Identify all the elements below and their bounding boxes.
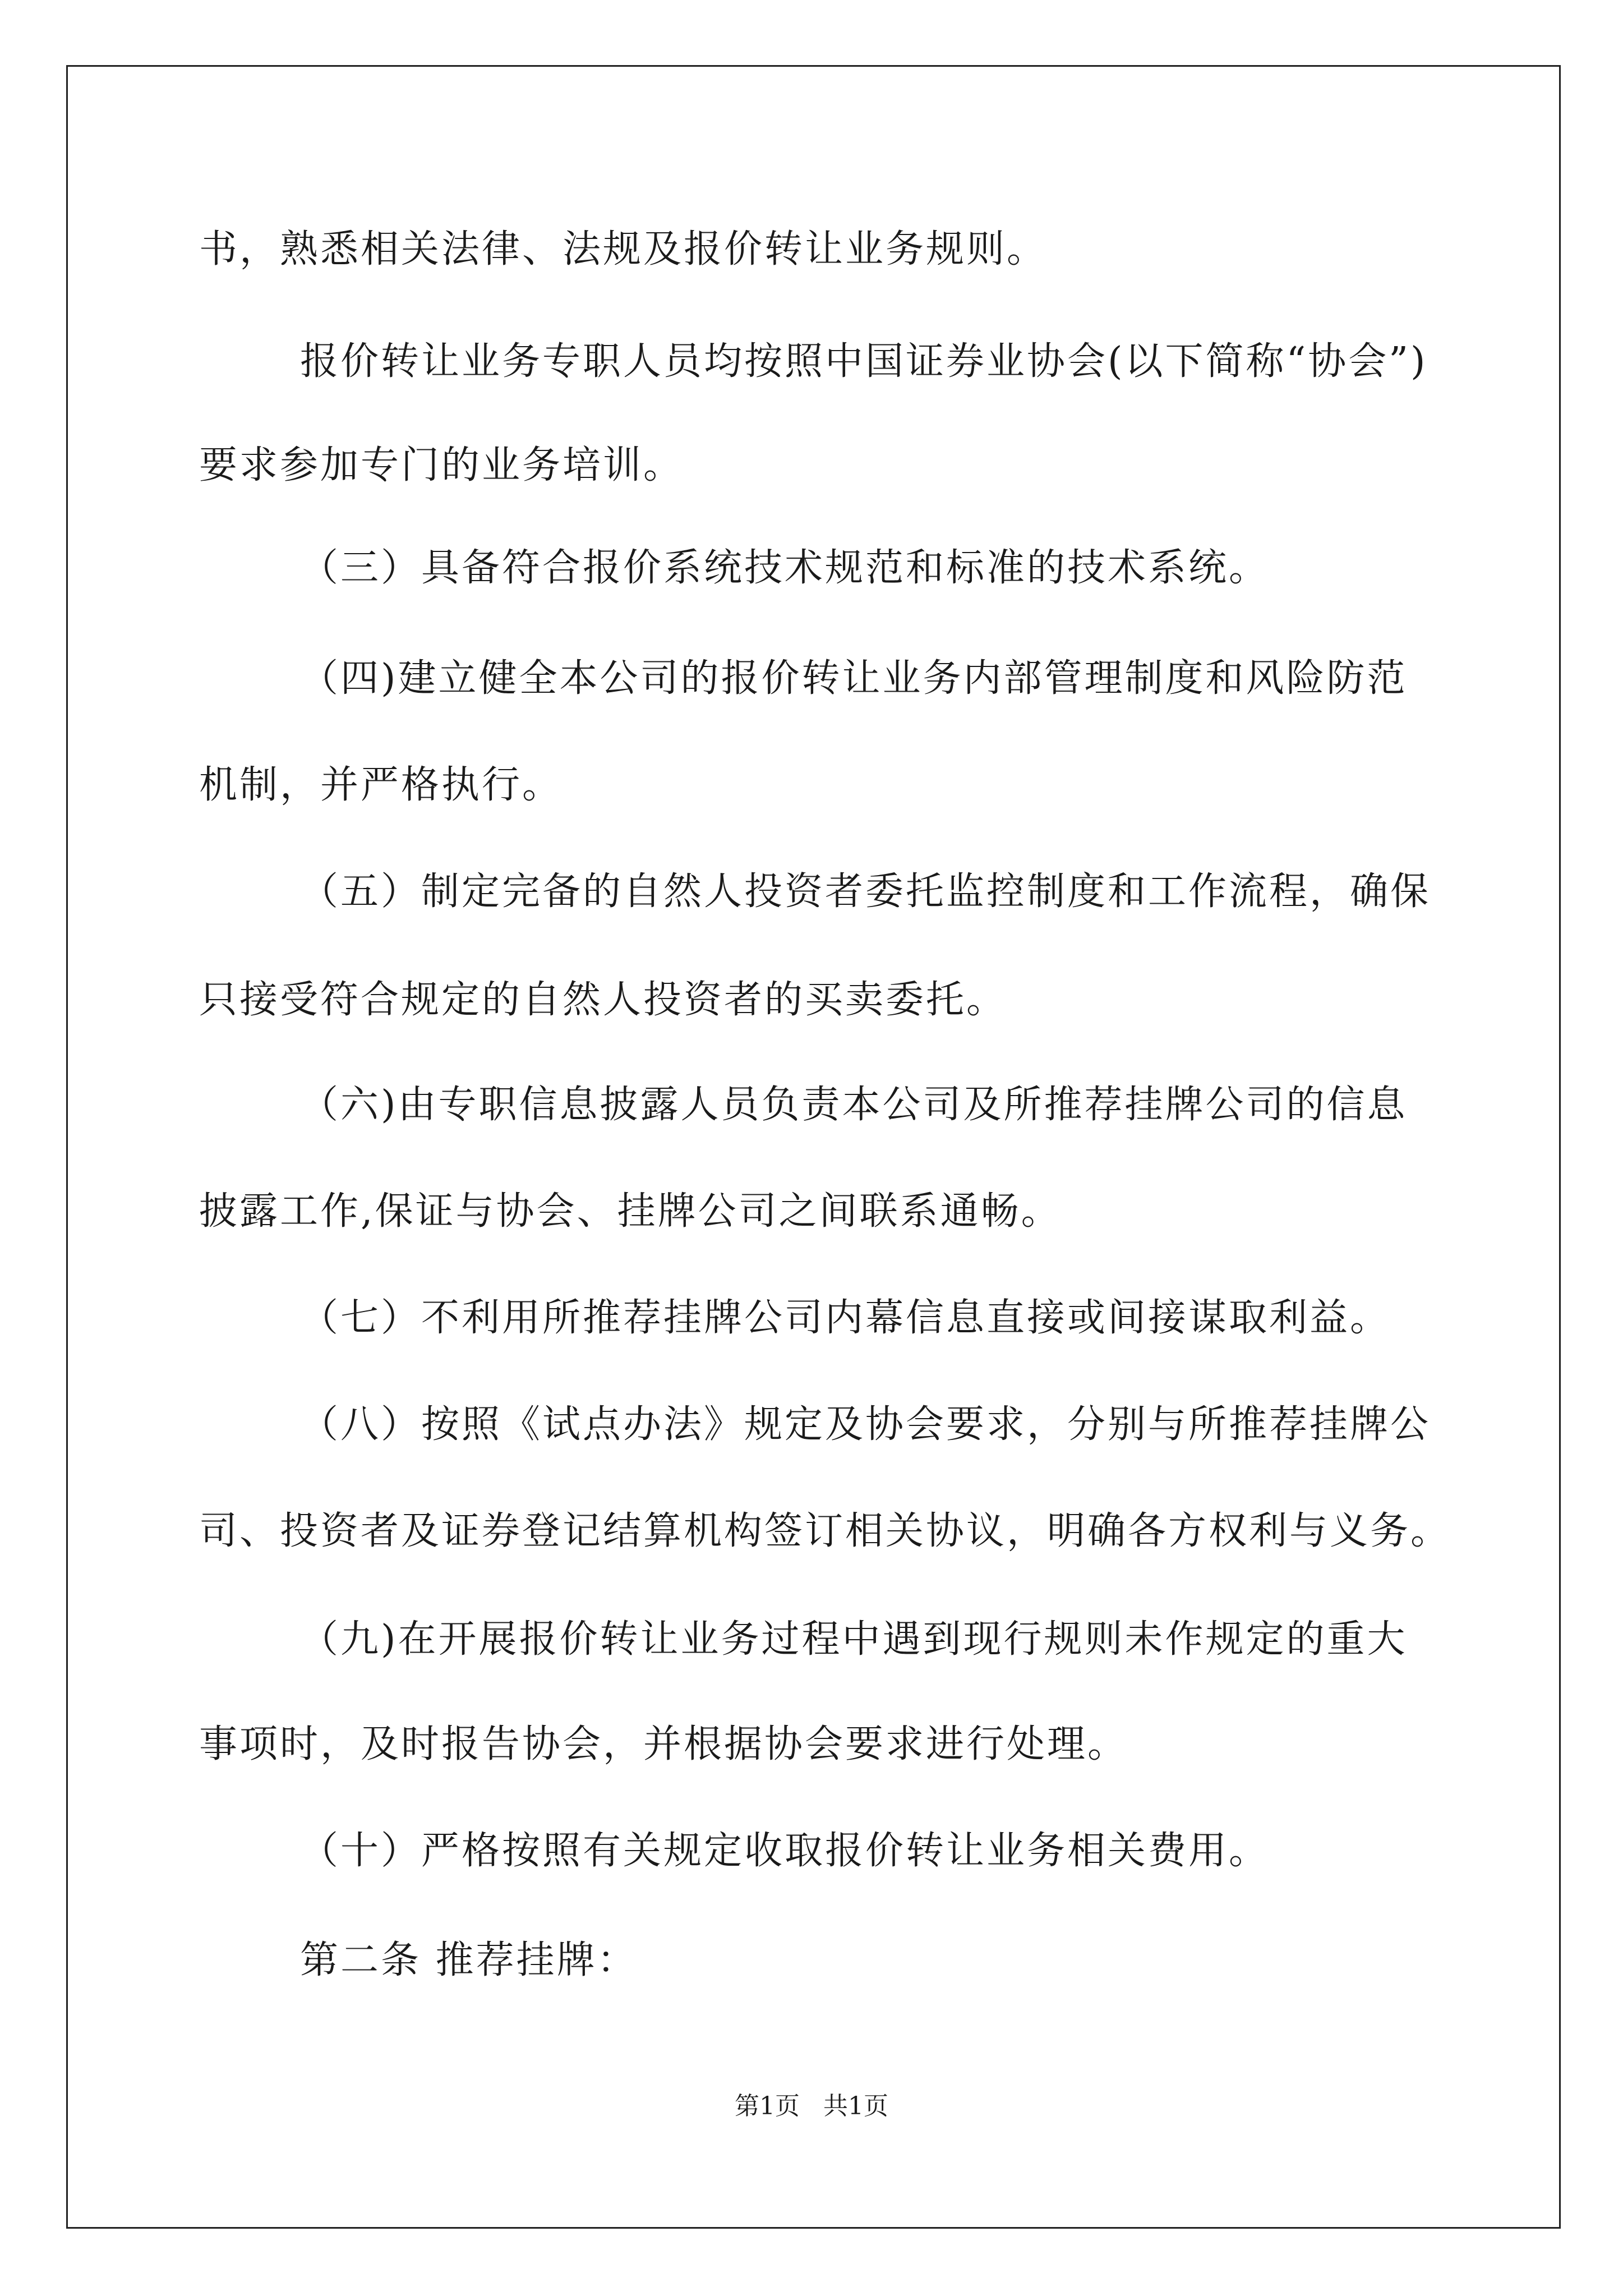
text-line: 事项时，及时报告协会，并根据协会要求进行处理。 (199, 1722, 1128, 1766)
text-line: 披露工作,保证与协会、挂牌公司之间联系通畅。 (199, 1189, 1062, 1234)
text-line: （五）制定完备的自然人投资者委托监控制度和工作流程，确保 (300, 869, 1431, 914)
text-line: 机制，并严格执行。 (199, 763, 563, 807)
text-line: 报价转让业务专职人员均按照中国证券业协会(以下简称“协会”) (300, 339, 1428, 384)
text-line: （八）按照《试点办法》规定及协会要求，分别与所推荐挂牌公 (300, 1402, 1431, 1447)
section-heading: 第二条 推荐挂牌： (300, 1938, 638, 1982)
text-line: 司、投资者及证券登记结算机构签订相关协议，明确各方权利与义务。 (199, 1509, 1451, 1553)
text-line: （十）严格按照有关规定收取报价转让业务相关费用。 (300, 1829, 1270, 1873)
text-line: （六)由专职信息披露人员负责本公司及所推荐挂牌公司的信息 (300, 1083, 1408, 1127)
text-line: （四)建立健全本公司的报价转让业务内部管理制度和风险防范 (300, 656, 1408, 701)
text-line: （九)在开展报价转让业务过程中遇到现行规则未作规定的重大 (300, 1617, 1408, 1662)
text-line: 书，熟悉相关法律、法规及报价转让业务规则。 (199, 227, 1048, 272)
page-number-footer: 第1页 共1页 (735, 2092, 888, 2120)
text-line: （七）不利用所推荐挂牌公司内幕信息直接或间接谋取利益。 (300, 1296, 1391, 1340)
text-line: （三）具备符合报价系统技术规范和标准的技术系统。 (300, 546, 1270, 590)
page-border (66, 65, 1561, 2229)
text-line: 要求参加专门的业务培训。 (199, 443, 684, 487)
text-line: 只接受符合规定的自然人投资者的买卖委托。 (199, 978, 1007, 1022)
